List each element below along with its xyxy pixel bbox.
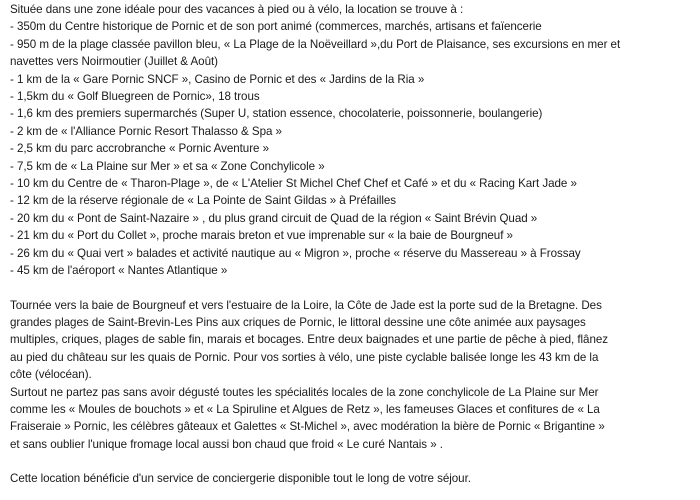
paragraph-line: Fraiseraie » Pornic, les célèbres gâteaux et Galettes « St-Michel », avec modération la bière de Pornic « Brigantine »: [10, 420, 605, 434]
paragraph-specialites: [10, 384, 690, 454]
paragraph-cote-de-jade: [10, 297, 690, 384]
paragraph-line: et sans oublier l'unique fromage local aussi bon chaud que froid « Le curé Nantais » .: [10, 437, 443, 451]
list-item: - 1 km de la « Gare Pornic SNCF », Casino de Pornic et des « Jardins de la Ria »: [10, 72, 425, 86]
list-item: - 12 km de la réserve régionale de « La Pointe de Saint Gildas » à Préfailles: [10, 194, 397, 208]
list-item: - 1,6 km des premiers supermarchés (Super U, station essence, chocolaterie, poissonnerie, boulangerie): [10, 107, 543, 121]
paragraph-line: grandes plages de Saint-Brevin-Les Pins aux criques de Pornic, le littoral dessine une côte animée aux paysages: [10, 315, 586, 329]
list-item: - 21 km du « Port du Collet », proche marais breton et vue imprenable sur « la baie de Bourgneuf »: [10, 229, 513, 243]
paragraph-line: multiples, criques, plages de sable fin, marais et bocages. Entre deux baignades et une partie de pêche à pied, flânez: [10, 333, 609, 347]
list-item: - 26 km du « Quai vert » balades et activité nautique au « Migron », proche « réserve du Massereau » à Frossay: [10, 246, 581, 260]
paragraph-line: au pied du château sur les quais de Pornic. Pour vos sorties à vélo, une piste cyclable balisée longe les 43 km de la: [10, 350, 599, 364]
paragraph-line: Surtout ne partez pas sans avoir dégusté toutes les spécialités locales de la zone conchylicole de La Plaine sur Mer: [10, 385, 599, 399]
paragraph-line: comme les « Moules de bouchots » et « La Spiruline et Algues de Retz », les fameuses Glaces et confitures de « La: [10, 402, 600, 416]
distance-list: [10, 18, 690, 279]
list-item: - 350m du Centre historique de Pornic et de son port animé (commerces, marchés, artisans et faïencerie: [10, 20, 542, 34]
list-item: - 1,5km du « Golf Bluegreen de Pornic», 18 trous: [10, 90, 260, 104]
list-item: - 2 km de « l'Alliance Pornic Resort Thalasso & Spa »: [10, 124, 282, 138]
spacer: [10, 453, 690, 470]
list-item: - 7,5 km de « La Plaine sur Mer » et sa « Zone Conchylicole »: [10, 159, 325, 173]
list-item: - 2,5 km du parc accrobranche « Pornic Aventure »: [10, 142, 269, 156]
list-item: - 45 km de l'aéroport « Nantes Atlantique »: [10, 264, 228, 278]
list-item: - 10 km du Centre de « Tharon-Plage », de « L'Atelier St Michel Chef Chef et Café » et du « Racing Kart Jade »: [10, 177, 577, 191]
list-item: - 20 km du « Pont de Saint-Nazaire » , du plus grand circuit de Quad de la région « Saint Brévin Quad »: [10, 211, 538, 225]
paragraph-conciergerie: Cette location bénéficie d'un service de conciergerie disponible tout le long de votre séjour.: [10, 472, 471, 486]
paragraph-line: Tournée vers la baie de Bourgneuf et vers l'estuaire de la Loire, la Côte de Jade est la porte sud de la Bretagne. Des: [10, 298, 602, 312]
paragraph-line: côte (vélocéan).: [10, 368, 92, 382]
list-item: navettes vers Noirmoutier (Juillet & Août): [10, 55, 218, 69]
list-item: - 950 m de la plage classée pavillon bleu, « La Plage de la Noëveillard »,du Port de Plaisance, ses excursions en mer et: [10, 37, 621, 51]
intro-line: Située dans une zone idéale pour des vacances à pied ou à vélo, la location se trouve à :: [10, 3, 464, 16]
spacer: [10, 280, 690, 297]
